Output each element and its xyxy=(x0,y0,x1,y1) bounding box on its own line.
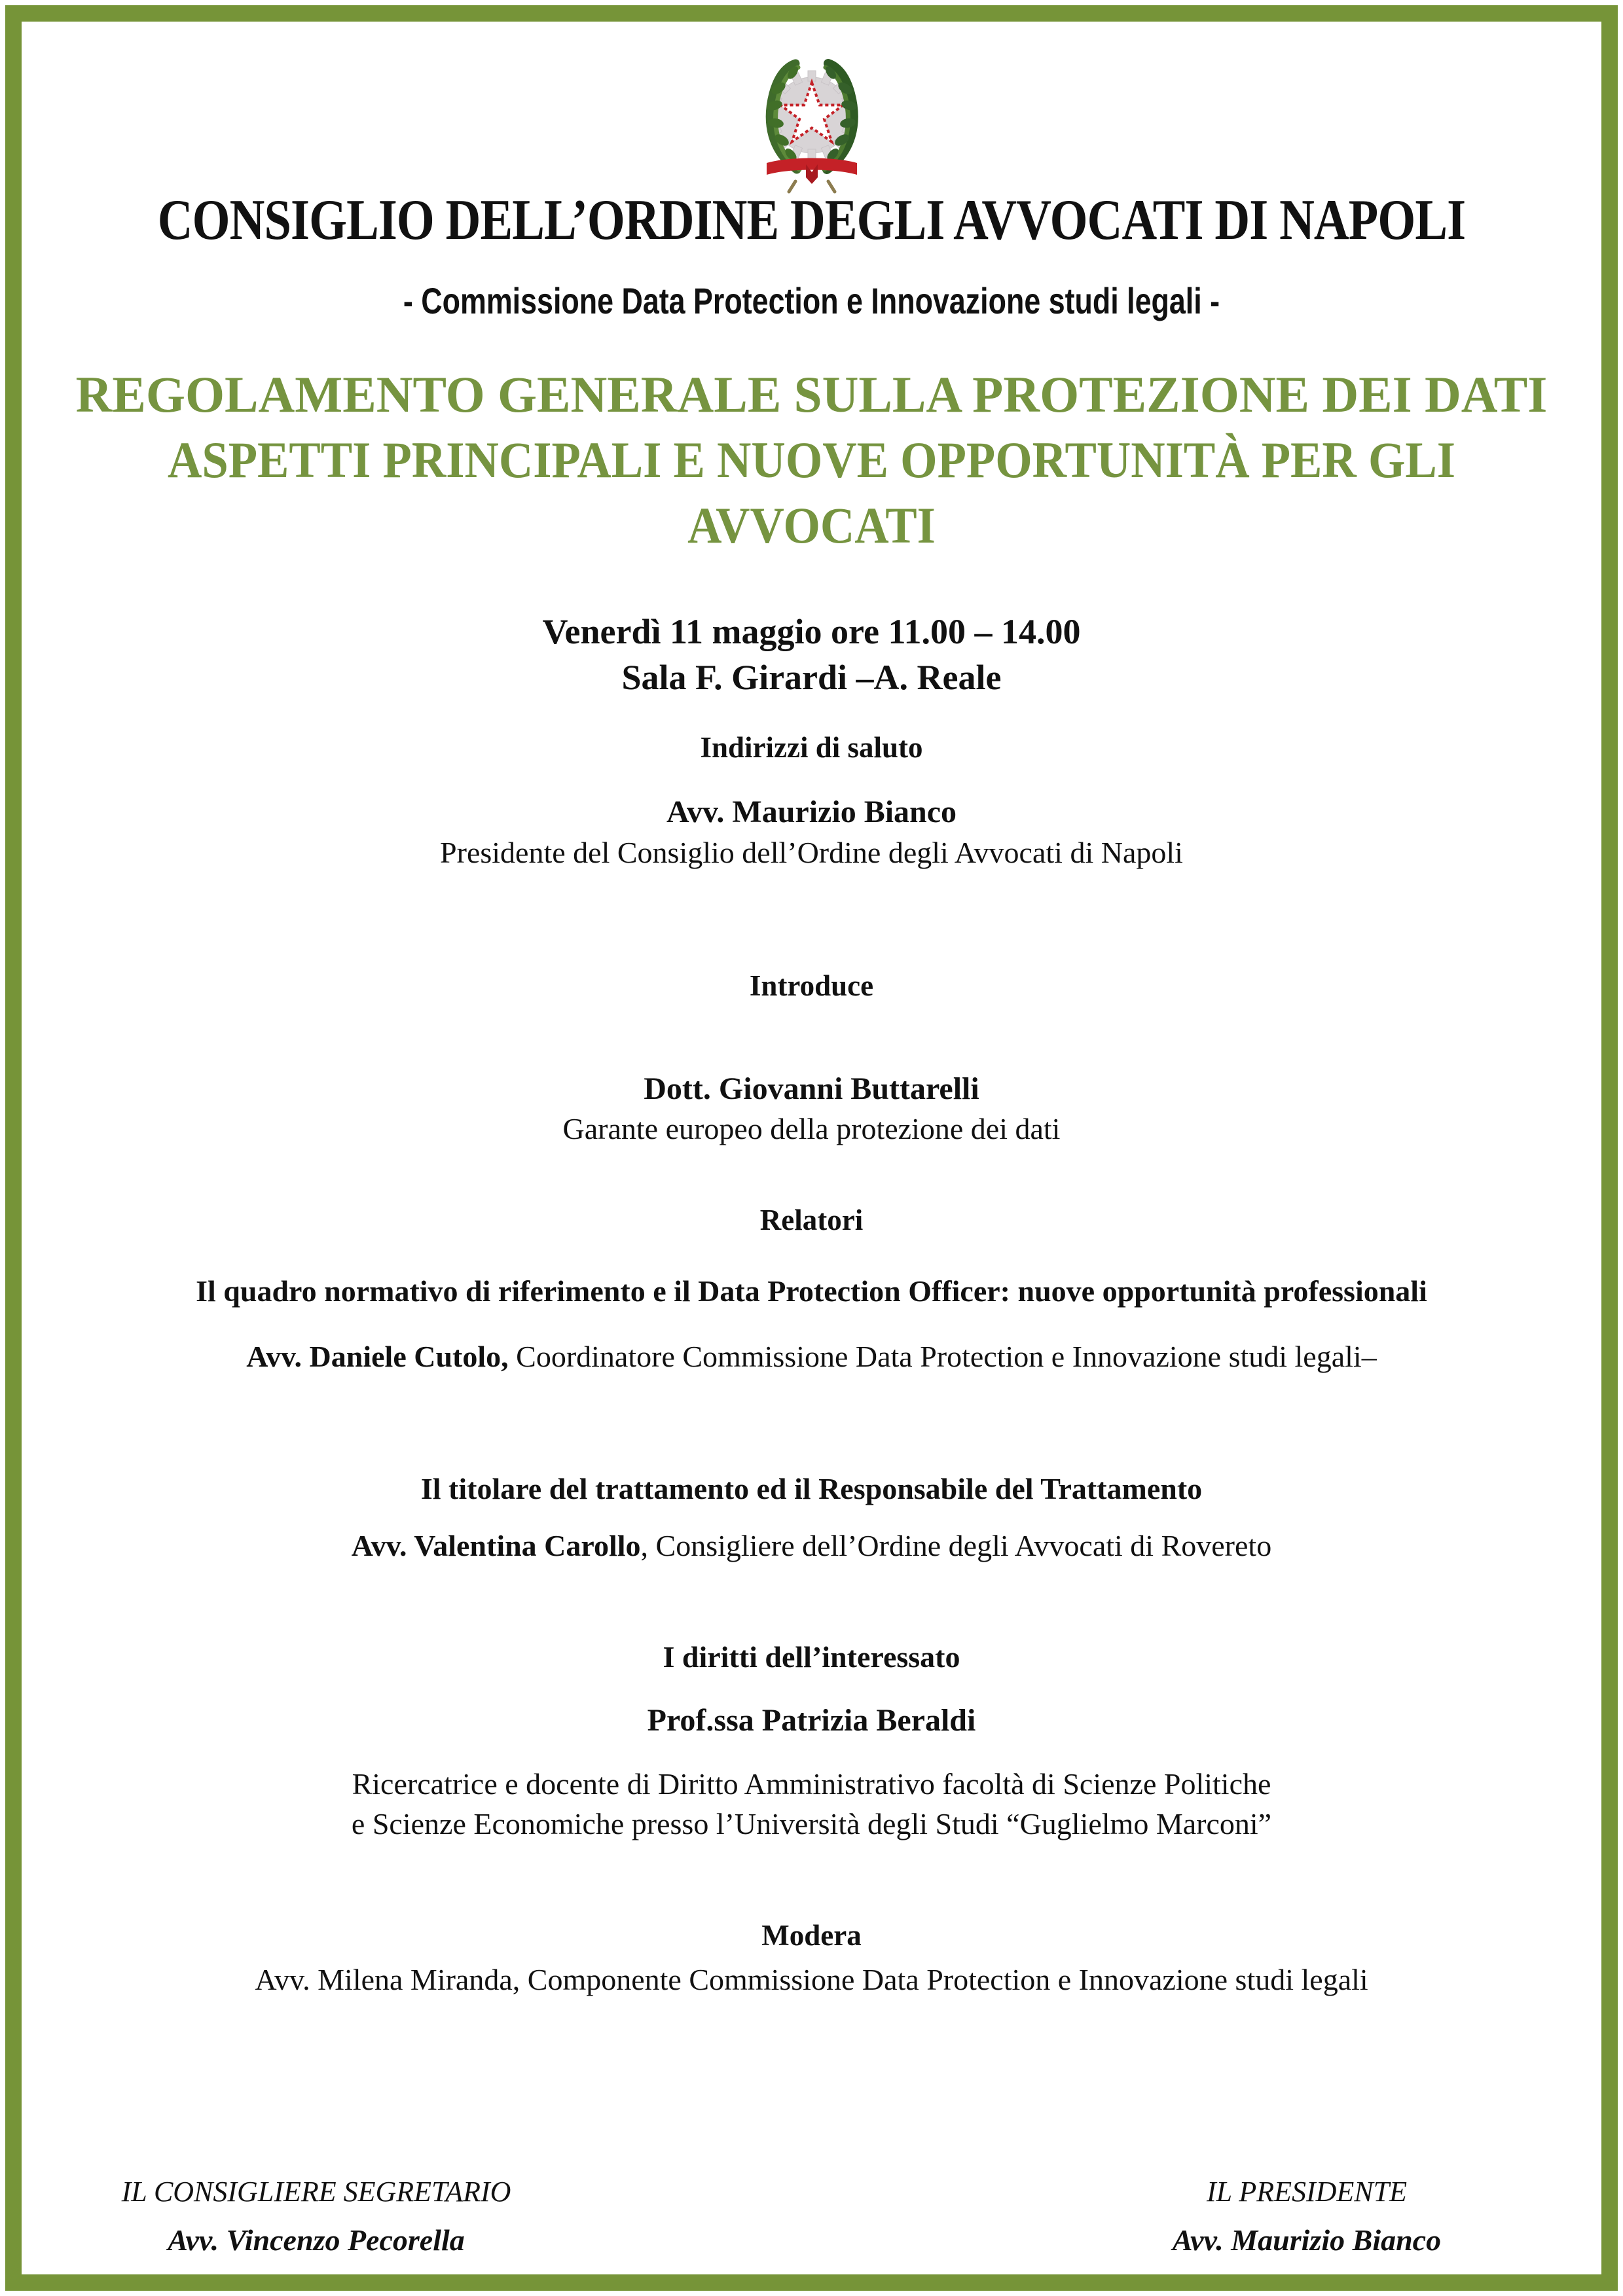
talk-1-speaker-name: Avv. Daniele Cutolo, xyxy=(246,1340,509,1373)
talk-3-title: I diritti dell’interessato xyxy=(663,1640,960,1674)
main-title-line-3: AVVOCATI xyxy=(687,496,936,554)
signature-president xyxy=(1097,2175,1516,2257)
introduce-heading: Introduce xyxy=(749,969,874,1002)
greetings-speaker-role: Presidente del Consiglio dell’Ordine degli Avvocati di Napoli xyxy=(440,836,1183,869)
greetings-heading: Indirizzi di saluto xyxy=(700,731,923,764)
event-main-title xyxy=(6,362,1617,558)
signature-president-name: Avv. Maurizio Bianco xyxy=(1172,2223,1442,2257)
event-datetime-block xyxy=(22,609,1601,700)
speakers-heading: Relatori xyxy=(759,1204,864,1236)
emblem-container xyxy=(22,53,1601,197)
talk-1-speaker xyxy=(22,1339,1601,1374)
talk-2-speaker xyxy=(22,1528,1601,1563)
talk-3-speaker-name: Prof.ssa Patrizia Beraldi xyxy=(647,1703,976,1738)
moderator-name: Avv. Milena Miranda, Componente Commissione Data Protection e Innovazione studi legali xyxy=(255,1963,1368,1996)
introduce-speaker-name: Dott. Giovanni Buttarelli xyxy=(644,1071,979,1106)
signature-secretary-role: IL CONSIGLIERE SEGRETARIO xyxy=(121,2176,511,2208)
signature-president-role: IL PRESIDENTE xyxy=(1207,2176,1407,2208)
moderator-heading: Modera xyxy=(761,1919,862,1952)
talk-3-affiliation-line-1: Ricercatrice e docente di Diritto Amministrativo facoltà di Scienze Politiche xyxy=(352,1767,1271,1801)
talk-2-speaker-role: , Consigliere dell’Ordine degli Avvocati di Rovereto xyxy=(640,1529,1272,1562)
talk-3-affiliation-line-2: e Scienze Economiche presso l’Università degli Studi “Guglielmo Marconi” xyxy=(351,1806,1272,1840)
organization-title: CONSIGLIO DELL’ORDINE DEGLI AVVOCATI DI NAPOLI xyxy=(157,188,1466,252)
greetings-speaker-name: Avv. Maurizio Bianco xyxy=(666,795,957,829)
signature-secretary-name: Avv. Vincenzo Pecorella xyxy=(168,2223,465,2257)
talk-1-speaker-role: Coordinatore Commissione Data Protection e Innovazione studi legali– xyxy=(516,1340,1377,1373)
talk-2-speaker-name: Avv. Valentina Carollo xyxy=(351,1529,641,1562)
italian-republic-emblem-icon xyxy=(750,53,874,194)
main-title-line-2: ASPETTI PRINCIPALI E NUOVE OPPORTUNITÀ PER GLI xyxy=(167,431,1456,488)
main-title-line-1: REGOLAMENTO GENERALE SULLA PROTEZIONE DEI DATI xyxy=(75,366,1548,423)
poster-content xyxy=(22,22,1601,2274)
signature-footer xyxy=(22,2175,1601,2280)
green-page-border xyxy=(5,5,1618,2291)
commission-subtitle: - Commissione Data Protection e Innovazione studi legali - xyxy=(403,280,1220,321)
talk-1-title: Il quadro normativo di riferimento e il Data Protection Officer: nuove opportunità professionali xyxy=(196,1274,1427,1308)
introduce-speaker-role: Garante europeo della protezione dei dati xyxy=(562,1112,1061,1145)
talk-2-title: Il titolare del trattamento ed il Responsabile del Trattamento xyxy=(420,1472,1203,1505)
event-datetime: Venerdì 11 maggio ore 11.00 – 14.00 xyxy=(542,612,1081,651)
signature-secretary xyxy=(107,2175,526,2257)
event-venue: Sala F. Girardi –A. Reale xyxy=(621,658,1002,698)
talk-3-affiliation xyxy=(22,1765,1601,1844)
